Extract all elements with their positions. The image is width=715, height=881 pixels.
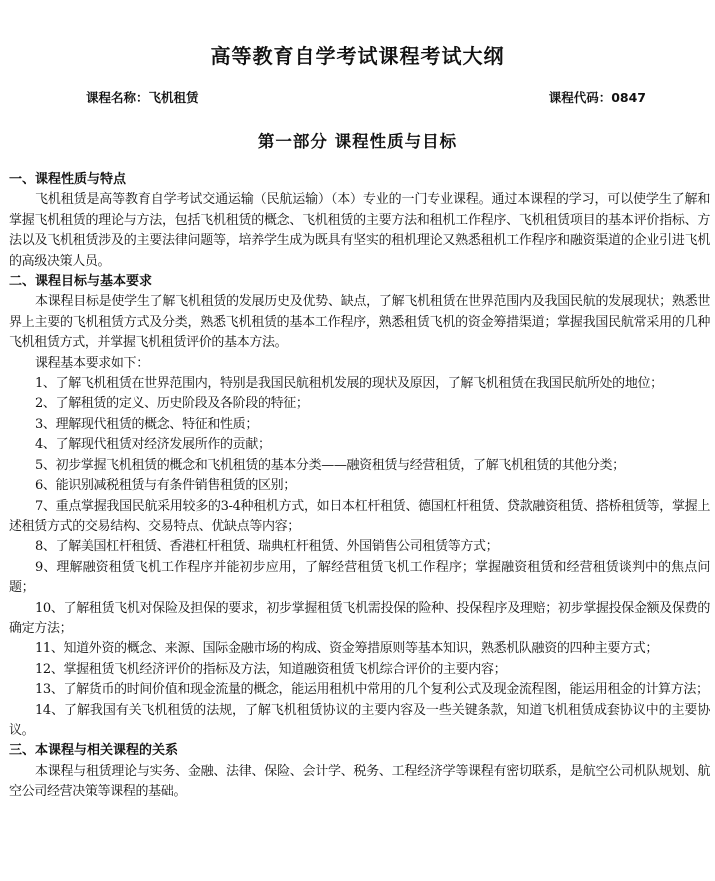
list-item: 12、掌握租赁飞机经济评价的指标及方法，知道融资租赁飞机综合评价的主要内容； — [35, 661, 507, 677]
list-item: 6、能识别减税租赁与有条件销售租赁的区别； — [35, 478, 296, 494]
section-nature — [9, 170, 710, 272]
section-heading: 二、课程目标与基本要求 — [9, 274, 153, 290]
course-code: 课程代码：0847 — [548, 90, 646, 105]
section-related-courses — [9, 741, 710, 802]
section-objectives — [9, 272, 710, 741]
section-heading: 三、本课程与相关课程的关系 — [9, 743, 179, 759]
course-name: 课程名称：飞机租赁 — [86, 90, 199, 105]
paragraph: 课程基本要求如下： — [35, 355, 149, 371]
paragraph: 本课程目标是使学生了解飞机租赁的发展历史及优势、缺点，了解飞机租赁在世界范围内及我国民航的发展现状；熟悉世界上主要的飞机租赁方式及分类，熟悉飞机租赁的基本工作程序，熟悉租赁飞机的资金筹措渠道；掌握我国民航常采用的几种飞机租赁方式，并掌握飞机租赁评价的基本方法。 — [9, 294, 710, 351]
list-item: 2、了解租赁的定义、历史阶段及各阶段的特征； — [35, 396, 309, 412]
list-item: 10、了解租赁飞机对保险及担保的要求，初步掌握租赁飞机需投保的险种、投保程序及理赔；初步掌握投保金额及保费的确定方法； — [9, 600, 710, 636]
list-item: 13、了解货币的时间价值和现金流量的概念，能运用租机中常用的几个复利公式及现金流程图，能运用租金的计算方法； — [35, 682, 709, 698]
list-item: 1、了解飞机租赁在世界范围内，特别是我国民航租机发展的现状及原因，了解飞机租赁在我国民航所处的地位； — [35, 376, 663, 392]
list-item: 7、重点掌握我国民航采用较多的3-4种租机方式，如日本杠杆租赁、德国杠杆租赁、贷款融资租赁、搭桥租赁等，掌握上述租赁方式的交易结构、交易特点、优缺点等内容； — [9, 498, 710, 534]
course-meta-row — [86, 88, 646, 106]
section-heading: 一、课程性质与特点 — [9, 172, 127, 187]
list-item: 8、了解美国杠杆租赁、香港杠杆租赁、瑞典杠杆租赁、外国销售公司租赁等方式； — [35, 539, 499, 555]
document-title: 高等教育自学考试课程考试大纲 — [210, 44, 505, 68]
list-item: 9、理解融资租赁飞机工作程序并能初步应用，了解经营租赁飞机工作程序；掌握融资租赁和经营租赁谈判中的焦点问题； — [9, 559, 710, 596]
list-item: 5、初步掌握飞机租赁的概念和飞机租赁的基本分类——融资租赁与经营租赁，了解飞机租赁的其他分类； — [35, 457, 625, 473]
list-item: 14、了解我国有关飞机租赁的法规，了解飞机租赁协议的主要内容及一些关键条款，知道飞机租赁成套协议中的主要协议。 — [9, 702, 710, 738]
part-title: 第一部分 课程性质与目标 — [257, 132, 458, 151]
paragraph: 飞机租赁是高等教育自学考试交通运输（民航运输）（本）专业的一门专业课程。通过本课程的学习，可以使学生了解和掌握飞机租赁的理论与方法，包括飞机租赁的概念、飞机租赁的主要方法和租机工作程序、飞机租赁项目的基本评价指标、方法以及飞机租赁涉及的主要法律问题等，培养学生成为既具有坚实的租机理论又熟悉租机工作程序和融资渠道的企业引进飞机的高级决策人员。 — [9, 192, 710, 269]
document-body — [9, 170, 710, 803]
list-item: 4、了解现代租赁对经济发展所作的贡献； — [35, 437, 271, 453]
paragraph: 本课程与租赁理论与实务、金融、法律、保险、会计学、税务、工程经济学等课程有密切联系，是航空公司机队规划、航空公司经营决策等课程的基础。 — [9, 763, 710, 800]
list-item: 11、知道外资的概念、来源、国际金融市场的构成、资金筹措原则等基本知识，熟悉机队融资的四种主要方式； — [35, 641, 659, 657]
list-item: 3、理解现代租赁的概念、特征和性质； — [35, 416, 258, 432]
requirements-list — [9, 374, 710, 741]
